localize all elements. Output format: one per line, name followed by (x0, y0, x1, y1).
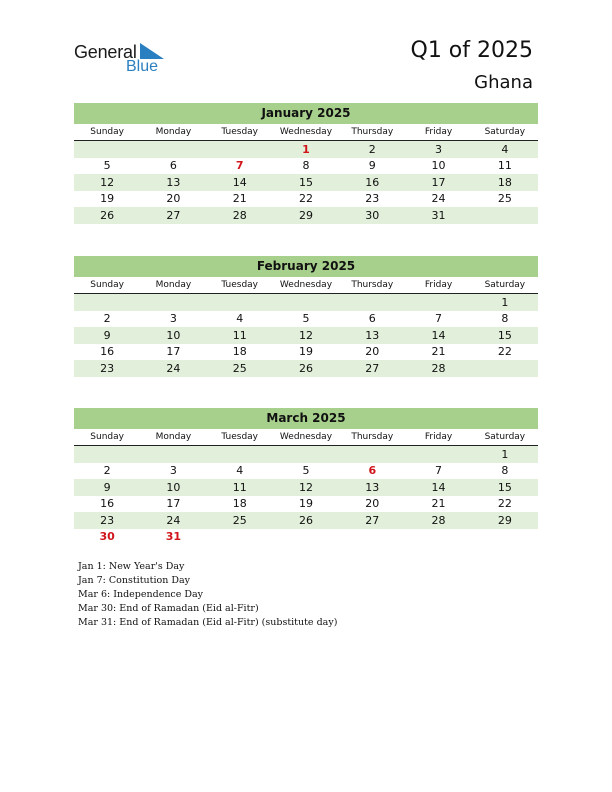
day-cell: 27 (339, 512, 405, 529)
day-cell: 26 (273, 512, 339, 529)
weekday-header: Sunday (74, 124, 140, 141)
day-cell (273, 446, 339, 463)
day-cell: 15 (472, 327, 538, 344)
day-cell: 3 (169, 312, 177, 326)
day-cell: 1 (472, 294, 538, 311)
week-row (74, 158, 538, 175)
weekday-header: Friday (405, 124, 471, 141)
month-table (74, 429, 538, 545)
day-cell: 19 (298, 345, 313, 359)
day-cell: 22 (497, 497, 512, 511)
day-cell: 11 (207, 327, 273, 344)
week-row (74, 360, 538, 377)
week-row (74, 174, 538, 191)
day-cell: 2 (339, 141, 405, 158)
day-cell: 13 (339, 479, 405, 496)
day-cell: 16 (339, 174, 405, 191)
day-cell (405, 446, 471, 463)
weekday-header: Monday (140, 277, 206, 294)
day-cell: 18 (232, 345, 247, 359)
day-cell: 20 (166, 192, 181, 206)
day-cell (74, 294, 140, 311)
day-cell: 24 (140, 512, 206, 529)
day-cell: 24 (140, 360, 206, 377)
day-cell: 15 (472, 479, 538, 496)
day-cell: 21 (431, 497, 446, 511)
day-cell: 25 (497, 192, 512, 206)
month-calendar (74, 103, 538, 224)
day-cell: 28 (405, 360, 471, 377)
day-cell: 25 (207, 512, 273, 529)
day-cell: 28 (207, 207, 273, 224)
day-cell (273, 294, 339, 311)
month-table (74, 277, 538, 377)
weekday-header: Wednesday (273, 429, 339, 446)
day-cell: 24 (431, 192, 446, 206)
day-cell (140, 446, 206, 463)
day-cell: 30 (99, 530, 115, 544)
holiday-note: Mar 31: End of Ramadan (Eid al-Fitr) (substitute day) (78, 617, 338, 628)
day-cell: 4 (236, 312, 244, 326)
day-cell: 7 (435, 312, 443, 326)
day-cell: 9 (74, 479, 140, 496)
day-cell: 31 (165, 530, 182, 544)
day-cell: 25 (207, 360, 273, 377)
week-row (74, 327, 538, 344)
day-cell: 27 (339, 360, 405, 377)
day-cell: 10 (431, 159, 446, 173)
weekday-header: Tuesday (207, 124, 273, 141)
day-cell: 31 (405, 207, 471, 224)
weekday-header: Wednesday (273, 277, 339, 294)
day-cell (74, 141, 140, 158)
day-cell: 28 (405, 512, 471, 529)
day-cell: 19 (100, 192, 115, 206)
month-title: March 2025 (74, 408, 538, 429)
weekday-header: Friday (405, 277, 471, 294)
day-cell: 27 (140, 207, 206, 224)
weekday-header: Wednesday (273, 124, 339, 141)
day-cell (207, 446, 273, 463)
week-row (74, 512, 538, 529)
day-cell (273, 529, 339, 546)
weekday-header: Thursday (339, 124, 405, 141)
day-cell: 17 (166, 345, 181, 359)
day-cell: 4 (236, 464, 244, 478)
day-cell: 2 (103, 464, 111, 478)
week-row (74, 529, 538, 546)
month-title: January 2025 (74, 103, 538, 124)
day-cell: 7 (435, 464, 443, 478)
day-cell (472, 207, 538, 224)
holiday-note: Mar 6: Independence Day (78, 589, 204, 600)
day-cell (339, 446, 405, 463)
day-cell: 14 (405, 327, 471, 344)
day-cell: 26 (74, 207, 140, 224)
day-cell: 12 (74, 174, 140, 191)
day-cell (472, 529, 538, 546)
day-cell: 23 (74, 360, 140, 377)
holiday-note: Jan 7: Constitution Day (78, 575, 191, 586)
holiday-note: Mar 30: End of Ramadan (Eid al-Fitr) (78, 603, 259, 614)
day-cell: 5 (302, 312, 310, 326)
week-row (74, 294, 538, 311)
holiday-note: Jan 1: New Year's Day (78, 561, 185, 572)
month-calendar (74, 256, 538, 377)
weekday-header: Tuesday (207, 429, 273, 446)
holiday-notes (78, 560, 337, 630)
day-cell (339, 529, 405, 546)
day-cell: 14 (207, 174, 273, 191)
day-cell: 21 (431, 345, 446, 359)
weekday-header: Saturday (472, 277, 538, 294)
day-cell: 1 (273, 141, 339, 158)
weekday-header: Saturday (472, 124, 538, 141)
day-cell: 13 (339, 327, 405, 344)
day-cell: 9 (74, 327, 140, 344)
day-cell: 18 (472, 174, 538, 191)
day-cell: 13 (140, 174, 206, 191)
day-cell: 5 (103, 159, 111, 173)
day-cell (207, 529, 273, 546)
day-cell: 9 (368, 159, 376, 173)
day-cell: 17 (166, 497, 181, 511)
country-name: Ghana (474, 72, 533, 93)
day-cell: 3 (405, 141, 471, 158)
day-cell: 23 (74, 512, 140, 529)
day-cell: 18 (232, 497, 247, 511)
week-row (74, 446, 538, 463)
day-cell: 1 (472, 446, 538, 463)
day-cell: 30 (339, 207, 405, 224)
day-cell: 8 (501, 312, 509, 326)
weekday-header: Saturday (472, 429, 538, 446)
day-cell (140, 141, 206, 158)
month-title: February 2025 (74, 256, 538, 277)
day-cell: 23 (365, 192, 380, 206)
logo-general-text: General (74, 42, 137, 62)
week-row (74, 311, 538, 328)
weekday-header: Monday (140, 124, 206, 141)
day-cell: 16 (100, 497, 115, 511)
day-cell (140, 294, 206, 311)
month-calendar (74, 408, 538, 545)
week-row (74, 207, 538, 224)
logo (74, 42, 194, 82)
day-cell: 22 (298, 192, 313, 206)
day-cell: 29 (472, 512, 538, 529)
day-cell (207, 294, 273, 311)
day-cell: 14 (405, 479, 471, 496)
day-cell: 20 (365, 345, 380, 359)
day-cell: 6 (368, 464, 377, 478)
weekday-header: Sunday (74, 429, 140, 446)
day-cell: 15 (273, 174, 339, 191)
day-cell (339, 294, 405, 311)
day-cell: 21 (232, 192, 247, 206)
day-cell: 2 (103, 312, 111, 326)
day-cell: 10 (140, 327, 206, 344)
week-row (74, 463, 538, 480)
weekday-header: Sunday (74, 277, 140, 294)
day-cell: 17 (405, 174, 471, 191)
day-cell (207, 141, 273, 158)
day-cell: 11 (207, 479, 273, 496)
weekday-header: Thursday (339, 277, 405, 294)
week-row (74, 344, 538, 361)
month-table (74, 124, 538, 224)
day-cell: 11 (497, 159, 512, 173)
day-cell: 4 (472, 141, 538, 158)
weekday-header: Friday (405, 429, 471, 446)
day-cell (405, 529, 471, 546)
week-row (74, 191, 538, 208)
day-cell: 19 (298, 497, 313, 511)
weekday-header: Tuesday (207, 277, 273, 294)
day-cell: 5 (302, 464, 310, 478)
day-cell (405, 294, 471, 311)
day-cell (472, 360, 538, 377)
day-cell: 12 (273, 479, 339, 496)
week-row (74, 479, 538, 496)
day-cell: 3 (169, 464, 177, 478)
day-cell: 8 (302, 159, 310, 173)
day-cell (74, 446, 140, 463)
day-cell: 7 (235, 159, 244, 173)
day-cell: 10 (140, 479, 206, 496)
weekday-header: Thursday (339, 429, 405, 446)
page-title: Q1 of 2025 (410, 38, 533, 63)
day-cell: 20 (365, 497, 380, 511)
day-cell: 16 (100, 345, 115, 359)
logo-triangle-icon (140, 43, 164, 59)
day-cell: 12 (273, 327, 339, 344)
day-cell: 6 (368, 312, 376, 326)
logo-blue-text: Blue (126, 58, 159, 75)
day-cell: 8 (501, 464, 509, 478)
day-cell: 6 (169, 159, 177, 173)
week-row (74, 141, 538, 158)
day-cell: 29 (273, 207, 339, 224)
week-row (74, 496, 538, 513)
weekday-header: Monday (140, 429, 206, 446)
day-cell: 22 (497, 345, 512, 359)
day-cell: 26 (273, 360, 339, 377)
